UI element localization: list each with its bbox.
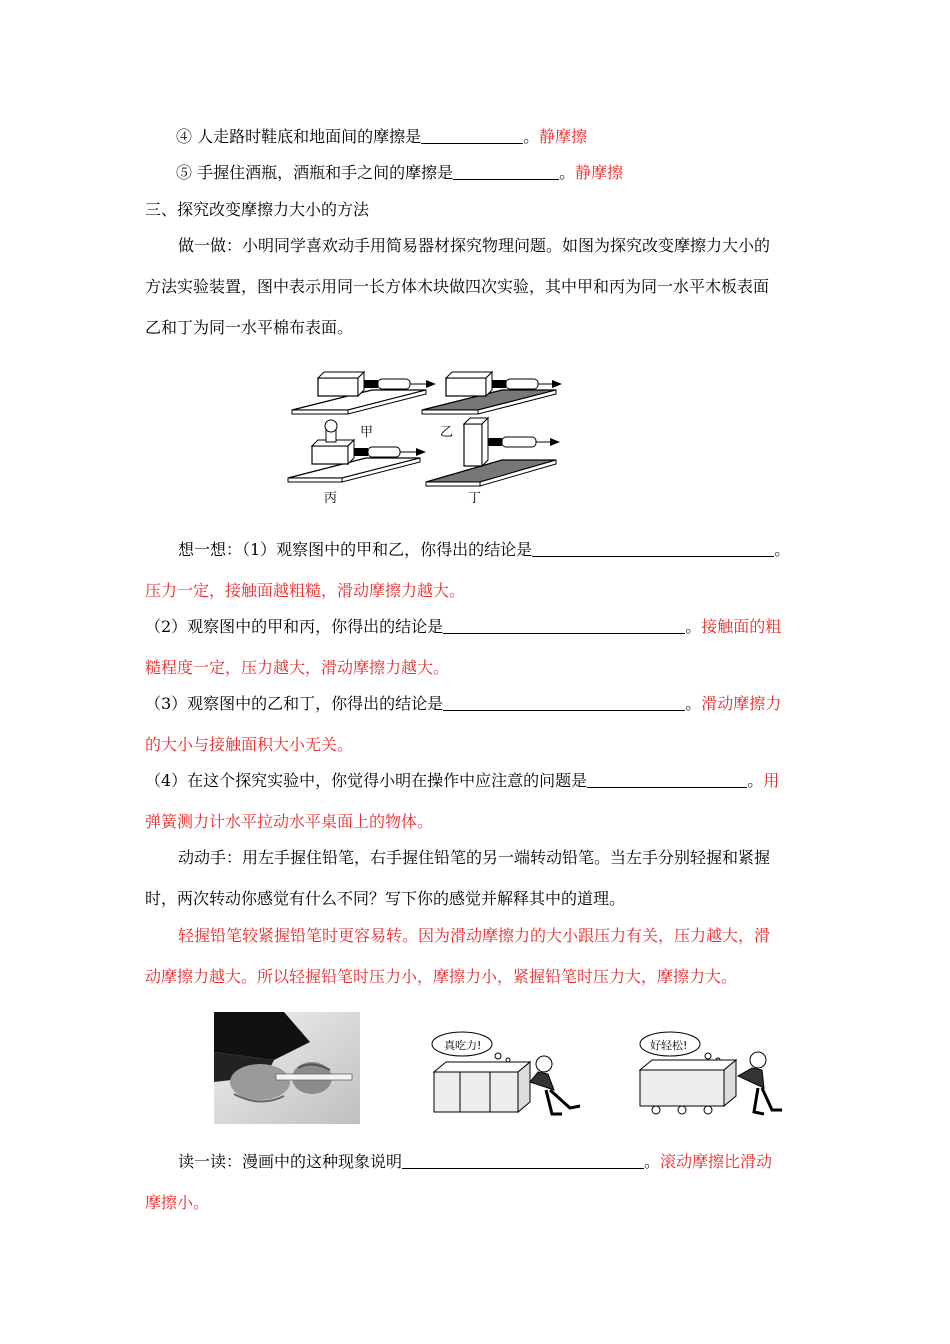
question-3: （3）观察图中的乙和丁，你得出的结论是 。滑动摩擦力 xyxy=(145,694,782,713)
answer-blank xyxy=(421,127,523,144)
answer-text: 静摩擦 xyxy=(575,163,624,182)
question-1: 想一想：（1）观察图中的甲和乙，你得出的结论是 。 xyxy=(178,540,791,559)
answer-2: 糙程度一定，压力越大，滑动摩擦力越大。 xyxy=(145,658,450,677)
answer-3: 的大小与接触面积大小无关。 xyxy=(145,735,354,754)
answer-blank xyxy=(587,771,747,788)
label-jia: 甲 xyxy=(360,425,374,440)
friction-experiment-figure xyxy=(280,360,580,520)
answer-blank xyxy=(443,617,685,634)
read-question: 读一读：漫画中的这种现象说明 。滚动摩擦比滑动 xyxy=(178,1152,773,1171)
question-2: （2）观察图中的甲和丙，你得出的结论是 。接触面的粗 xyxy=(145,617,782,636)
read-answer: 摩擦小。 xyxy=(145,1193,210,1212)
item-5: ⑤ 手握住酒瓶，酒瓶和手之间的摩擦是 。静摩擦 xyxy=(176,163,624,182)
hands-on-answer-2: 动摩擦力越大。所以轻握铅笔时压力小，摩擦力小，紧握铅笔时压力大，摩擦力大。 xyxy=(145,967,738,986)
setup-jia xyxy=(292,372,436,414)
answer-blank xyxy=(443,694,685,711)
intro-line-1: 做一做：小明同学喜欢动手用简易器材探究物理问题。如图为探究改变摩擦力大小的 xyxy=(178,236,771,255)
hands-on-line-1: 动动手：用左手握住铅笔，右手握住铅笔的另一端转动铅笔。当左手分别轻握和紧握 xyxy=(178,848,771,867)
bubble-text-1: 真吃力! xyxy=(444,1039,482,1052)
cartoon-push-hard xyxy=(430,1030,590,1130)
item-4: ④ 人走路时鞋底和地面间的摩擦是 。静摩擦 xyxy=(176,127,588,146)
question-4: （4）在这个探究实验中，你觉得小明在操作中应注意的问题是 。用 xyxy=(145,771,780,790)
answer-blank xyxy=(532,540,774,557)
bubble-text-2: 好轻松! xyxy=(650,1039,688,1052)
hands-pencil-photo xyxy=(214,1012,360,1124)
label-bing: 丙 xyxy=(324,491,338,506)
hands-on-line-2: 时，两次转动你感觉有什么不同？写下你的感觉并解释其中的道理。 xyxy=(145,889,626,908)
label-yi: 乙 xyxy=(440,425,454,440)
answer-text: 静摩擦 xyxy=(539,127,588,146)
answer-4: 弹簧测力计水平拉动水平桌面上的物体。 xyxy=(145,812,434,831)
intro-line-3: 乙和丁为同一水平棉布表面。 xyxy=(145,318,354,337)
label-ding: 丁 xyxy=(468,491,482,506)
intro-line-2: 方法实验装置，图中表示用同一长方体木块做四次实验，其中甲和丙为同一水平木板表面 xyxy=(145,277,770,296)
answer-blank xyxy=(453,163,559,180)
setup-bing xyxy=(288,420,426,482)
section-heading: 三、探究改变摩擦力大小的方法 xyxy=(145,200,370,219)
hands-on-answer-1: 轻握铅笔较紧握铅笔时更容易转。因为滑动摩擦力的大小跟压力有关，压力越大，滑 xyxy=(178,926,771,945)
cartoon-push-easy xyxy=(636,1030,796,1130)
answer-1: 压力一定，接触面越粗糙，滑动摩擦力越大。 xyxy=(145,581,466,600)
setup-yi xyxy=(422,372,562,414)
answer-blank xyxy=(402,1152,644,1169)
